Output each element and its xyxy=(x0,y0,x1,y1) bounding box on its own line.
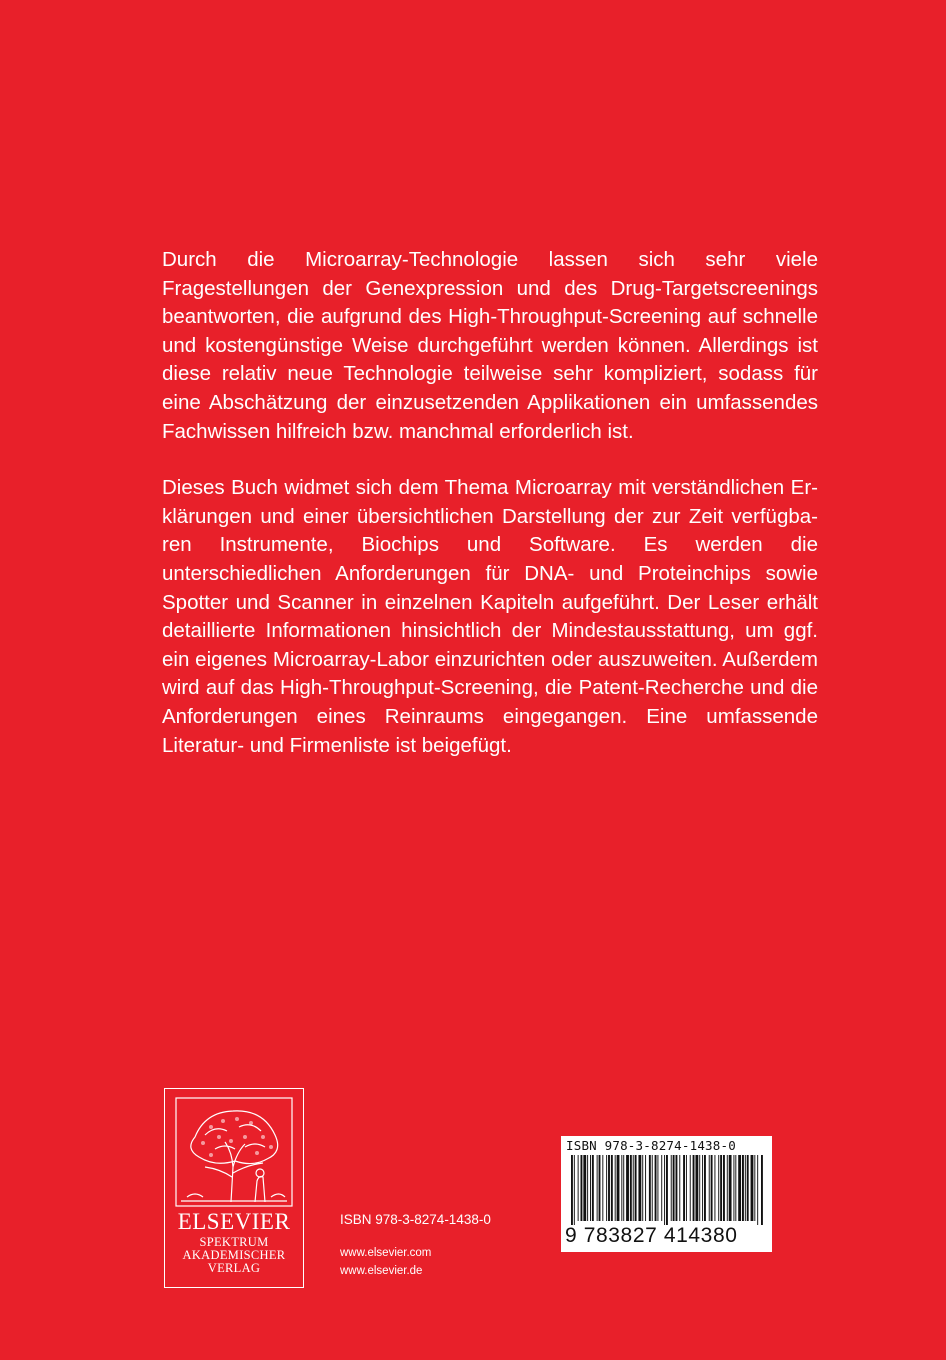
publisher-logo xyxy=(164,1088,304,1288)
barcode-bar xyxy=(633,1155,634,1221)
barcode-bar xyxy=(590,1155,591,1221)
barcode-bar xyxy=(693,1155,695,1221)
barcode-bar xyxy=(574,1155,575,1225)
barcode-bar xyxy=(711,1155,713,1221)
barcode-bar xyxy=(735,1155,736,1221)
barcode-bar xyxy=(626,1155,629,1221)
barcode-bar xyxy=(655,1155,657,1221)
barcode-bar xyxy=(621,1155,622,1221)
barcode-bar xyxy=(664,1155,665,1225)
publisher-urls xyxy=(340,1244,431,1280)
barcode-bar xyxy=(723,1155,725,1221)
barcode-bar xyxy=(617,1155,620,1221)
publisher-name: ELSEVIER xyxy=(177,1209,291,1234)
barcode-bar xyxy=(727,1155,728,1221)
barcode-bar xyxy=(623,1155,624,1221)
barcode-bar xyxy=(718,1155,719,1221)
barcode-bar xyxy=(587,1155,588,1221)
barcode-bar xyxy=(695,1155,698,1221)
barcode-bar xyxy=(599,1155,601,1221)
barcode-bar xyxy=(761,1155,763,1225)
barcode-bar xyxy=(649,1155,651,1221)
barcode-bar xyxy=(754,1155,755,1221)
barcode-bar xyxy=(652,1155,653,1221)
barcode-bar xyxy=(733,1155,734,1221)
barcode-bar xyxy=(630,1155,632,1221)
isbn-barcode xyxy=(561,1136,772,1252)
barcode-bar xyxy=(606,1155,607,1221)
barcode-bar xyxy=(676,1155,678,1221)
barcode-bar xyxy=(673,1155,675,1221)
barcode-bar xyxy=(729,1155,732,1221)
barcode-bar xyxy=(679,1155,680,1221)
publisher-imprint xyxy=(165,1236,303,1275)
barcode-bar xyxy=(608,1155,610,1221)
barcode-bar xyxy=(745,1155,746,1221)
barcode-top-text: ISBN 978-3-8274-1438-0 xyxy=(566,1138,736,1153)
url-com[interactable]: www.elsevier.com xyxy=(340,1247,432,1259)
barcode-bar xyxy=(747,1155,749,1221)
barcode-bar xyxy=(757,1155,758,1225)
url-de[interactable]: www.elsevier.de xyxy=(340,1265,423,1277)
barcode-bar xyxy=(742,1155,744,1221)
barcode-bar xyxy=(578,1155,579,1221)
barcode-bar xyxy=(592,1155,594,1221)
barcode-bars xyxy=(569,1155,764,1225)
barcode-bar xyxy=(571,1155,573,1225)
barcode-bar xyxy=(615,1155,616,1221)
barcode-bar xyxy=(602,1155,603,1221)
barcode-bar xyxy=(597,1155,598,1221)
barcode-bar xyxy=(751,1155,754,1221)
barcode-bar xyxy=(738,1155,741,1221)
elsevier-tree-icon xyxy=(175,1097,293,1207)
barcode-bar xyxy=(638,1155,641,1221)
isbn-label: ISBN 978-3-8274-1438-0 xyxy=(340,1212,491,1227)
barcode-digits: 9 783827 414380 xyxy=(565,1224,738,1247)
barcode-bar xyxy=(657,1155,658,1221)
barcode-bar xyxy=(635,1155,637,1221)
blurb-paragraph-1: Durch die Microarray-Technologie lassen sich sehr viele Fragestellungen der Genexpression und des Drug-Targetscreenings beantworten, die aufgrund des High-Throughput-Screening auf schnelle und kostengünstige Weise durchgeführt werden können. Allerdings ist diese relativ neue Technologie teilweise sehr kompliziert, sodass für eine Abschätzung der einzusetzenden Applikationen ein umfassendes Fachwissen hilfreich bzw. manchmal erforderlich ist. xyxy=(162,248,818,443)
barcode-bar xyxy=(686,1155,687,1221)
barcode-bar xyxy=(699,1155,700,1221)
barcode-bar xyxy=(683,1155,685,1221)
barcode-bar xyxy=(645,1155,646,1221)
barcode-bar xyxy=(714,1155,715,1221)
back-cover-blurb xyxy=(162,246,818,788)
barcode-bar xyxy=(661,1155,662,1221)
barcode-bar xyxy=(671,1155,672,1221)
barcode-bar xyxy=(666,1155,668,1225)
barcode-bar xyxy=(583,1155,586,1221)
barcode-bar xyxy=(704,1155,706,1221)
barcode-bar xyxy=(690,1155,691,1221)
blurb-paragraph-2: Dieses Buch widmet sich dem Thema Microarray mit verständlichen Erklärungen und einer übersichtlichen Darstellung der zur Zeit verfügbaren Instrumente, Biochips und Software. Es werden die unterschiedlichen Anforderungen für DNA- und Proteinchips sowie Spotter und Scanner in einzelnen Kapiteln aufgeführt. Der Leser erhält detaillierte Informationen hinsichtlich der Mindestausstattung, um ggf. ein eigenes Microarray-Labor einzurichten oder auszuweiten. Außerdem wird auf das High-Throughput-Screening, die Patent-Recherche und die Anforderungen eines Reinraums eingegangen. Eine umfassende Literatur- und Firmenliste ist beigefügt. xyxy=(162,476,818,757)
barcode-bar xyxy=(709,1155,710,1221)
imprint-line-3: VERLAG xyxy=(207,1261,261,1275)
barcode-bar xyxy=(702,1155,703,1221)
barcode-bar xyxy=(720,1155,722,1221)
barcode-bar xyxy=(611,1155,613,1221)
barcode-bar xyxy=(642,1155,643,1221)
imprint-line-2: AKADEMISCHER xyxy=(182,1248,286,1262)
imprint-line-1: SPEKTRUM xyxy=(199,1235,269,1249)
barcode-bar xyxy=(581,1155,583,1221)
